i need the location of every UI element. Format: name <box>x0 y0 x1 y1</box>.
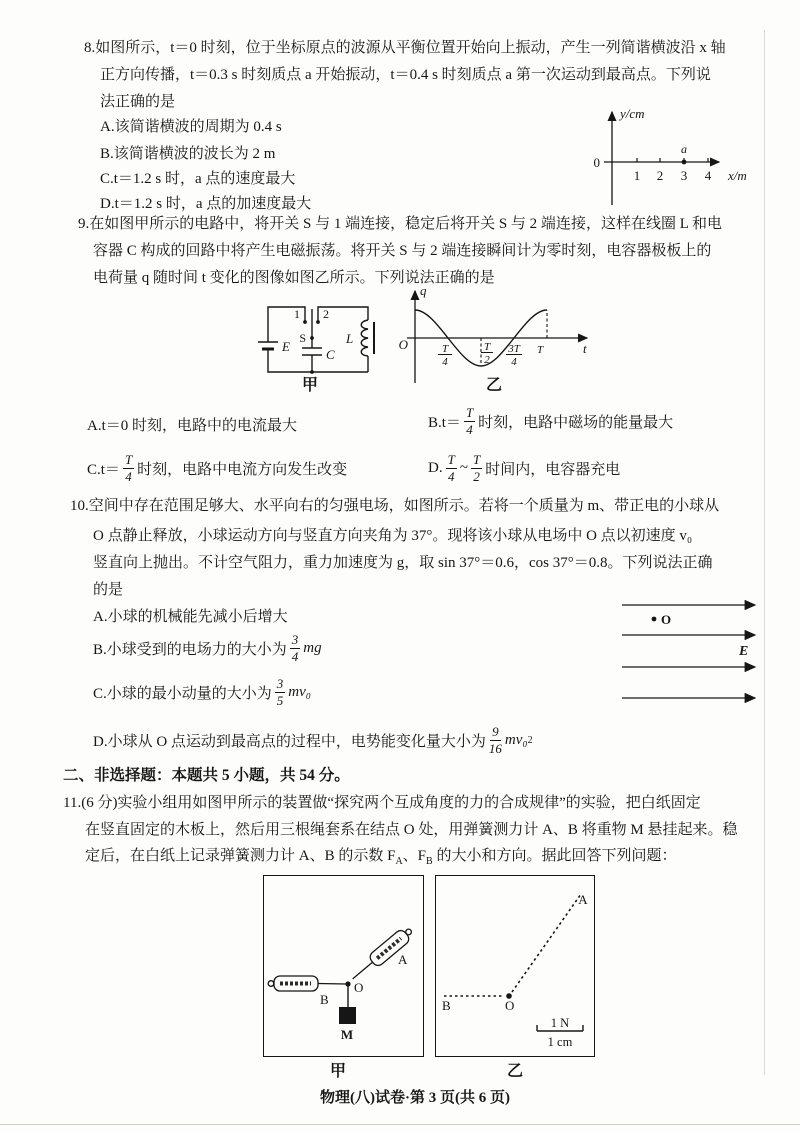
fraction: $\frac{3}{5}$ <box>276 675 284 708</box>
q9-line-2: 容器 C 构成的回路中将产生电磁振荡。将开关 S 与 2 端连接瞬间计为零时刻，电容器极板上的 <box>93 243 712 259</box>
tick-4: 4 <box>704 168 712 183</box>
q9-option-a: A.t＝0 时刻，电路中的电流最大 <box>87 418 298 434</box>
point-o-label: O <box>505 998 515 1013</box>
tick-3: 3 <box>680 168 688 183</box>
field-label: E <box>739 644 749 659</box>
q11-line-3: 定后，在白纸上记录弹簧测力计 A、B 的示数 $F_A$、$F_B$ 的大小和方向。据此回答下列问题： <box>85 848 677 867</box>
tick-T-label: T <box>536 344 544 356</box>
q10-option-b: B.小球受到的电场力的大小为 $\frac{3}{4}$ mg <box>93 631 322 664</box>
electric-field-figure <box>615 595 780 710</box>
dir-b-label: B <box>442 998 451 1013</box>
q9-option-b: B.t＝ $\frac{T}{4}$ 时刻，电路中磁场的能量最大 <box>428 404 674 437</box>
tick-T2-den: 2 <box>484 354 490 366</box>
fraction: $\frac{T}{4}$ <box>447 451 455 484</box>
scale-force-label: 1 N <box>550 1016 570 1030</box>
q9-line-3: 电荷量 q 随时间 t 变化的图像如图乙所示。下列说法正确的是 <box>93 270 495 286</box>
q11-figure-jia-caption: 甲 <box>330 1063 347 1080</box>
q10-line-1: 10.空间中存在范围足够大、水平向右的匀强电场，如图所示。若将一个质量为 m、带正电的小球从 <box>70 498 720 514</box>
q10-line-4: 的是 <box>93 582 124 598</box>
contact-1-label: 1 <box>294 307 300 321</box>
t-axis-label: t <box>583 341 587 356</box>
q10-option-d: D.小球从 O 点运动到最高点的过程中，电势能变化量大小为 $\frac{9}{16}$ mv₀ 2 <box>93 723 533 756</box>
q10-option-c: C.小球的最小动量的大小为 $\frac{3}{5}$ mv₀ <box>93 675 311 708</box>
q9-option-d: D. $\frac{T}{4}$ ~ $\frac{T}{2}$ 时间内，电容器充电 <box>428 451 621 484</box>
fraction: $\frac{T}{4}$ <box>465 404 474 437</box>
point-a-label: a <box>681 142 687 156</box>
tick-T4-den: 4 <box>442 356 448 368</box>
tick-T4-num: T <box>441 343 449 355</box>
apparatus-figure <box>264 876 420 1053</box>
q9-option-c: C.t＝ $\frac{T}{4}$ 时刻，电路中电流方向发生改变 <box>87 451 348 484</box>
q11-line-1: 11.(6 分)实验小组用如图甲所示的装置做“探究两个互成角度的力的合成规律”的实验，把白纸固定 <box>63 795 701 811</box>
contact-2-label: 2 <box>323 307 329 321</box>
page-footer: 物理(八)试卷·第 3 页(共 6 页) <box>320 1090 510 1106</box>
q8-option-d: D.t＝1.2 s 时，a 点的加速度最大 <box>100 196 312 212</box>
q10-line-3: 竖直向上抛出。不计空气阻力，重力加速度为 g，取 sin 37°＝0.6，cos 37°＝0.8。下列说法正确 <box>93 555 713 571</box>
wave-axis-figure <box>588 100 798 210</box>
q10-line-2: O 点静止释放，小球运动方向与竖直方向夹角为 37°。现将该小球从电场中 O 点以初速度 v₀ <box>93 528 693 544</box>
battery-label: E <box>282 339 290 354</box>
fraction: $\frac{T}{4}$ <box>124 451 133 484</box>
scan-edge-line <box>0 1124 800 1125</box>
y-axis-label: y/cm <box>620 106 645 121</box>
q11-line-2: 在竖直固定的木板上，然后用三根绳套系在结点 O 处，用弹簧测力计 A、B 将重物 M 悬挂起来。稳 <box>85 822 738 838</box>
fraction: $\frac{T}{2}$ <box>472 451 481 484</box>
tick-1: 1 <box>633 168 641 183</box>
force-record-figure <box>436 876 591 1053</box>
q-axis-label: q <box>420 283 427 298</box>
graph-origin-label: O <box>398 337 408 352</box>
switch-label: S <box>299 331 306 345</box>
point-a-dot <box>682 160 687 165</box>
section-2-heading: 二、非选择题：本题共 5 小题，共 54 分。 <box>63 767 350 784</box>
q8-option-a: A.该简谐横波的周期为 0.4 s <box>100 119 282 135</box>
q8-line-3: 法正确的是 <box>100 94 176 110</box>
scale-b-label: B <box>320 992 329 1007</box>
q8-line-2: 正方向传播，t＝0.3 s 时刻质点 a 开始振动，t＝0.4 s 时刻质点 a 第一次运动到最高点。下列说 <box>100 67 711 83</box>
q8-option-b: B.该简谐横波的波长为 2 m <box>100 146 276 162</box>
weight-m-label: M <box>340 1027 354 1042</box>
apparatus-figure-box <box>263 875 424 1057</box>
fraction: $\frac{9}{16}$ <box>488 723 502 756</box>
scan-crease-line <box>764 30 765 1075</box>
fraction: $\frac{3}{4}$ <box>291 631 299 664</box>
scale-a-label: A <box>398 952 408 967</box>
force-record-figure-box <box>435 875 595 1057</box>
capacitor-label: C <box>326 347 335 362</box>
q8-line-1: 8.如图所示，t＝0 时刻，位于坐标原点的波源从平衡位置开始向上振动，产生一列简谐横波沿 x 轴 <box>84 40 726 56</box>
q9-line-1: 9.在如图甲所示的电路中，将开关 S 与 1 端连接，稳定后将开关 S 与 2 端连接，这样在线圈 L 和电 <box>78 216 723 232</box>
q10-option-a: A.小球的机械能先减小后增大 <box>93 609 288 625</box>
point-o-dot <box>652 617 657 622</box>
q11-figure-yi-caption: 乙 <box>507 1063 524 1080</box>
point-o-label: O <box>661 612 672 627</box>
origin-label: 0 <box>593 155 600 170</box>
tick-3T4-den: 4 <box>511 356 517 368</box>
figure-jia-caption: 甲 <box>302 377 319 394</box>
tick-T2-num: T <box>483 341 491 353</box>
scale-length-label: 1 cm <box>547 1035 573 1049</box>
knot-o-label: O <box>354 980 364 995</box>
tick-2: 2 <box>656 168 664 183</box>
inductor-label: L <box>346 331 354 346</box>
x-axis-label: x/m <box>728 168 747 183</box>
q8-option-c: C.t＝1.2 s 时，a 点的速度最大 <box>100 171 296 187</box>
dir-a-label: A <box>578 892 588 907</box>
figure-yi-caption: 乙 <box>486 377 503 394</box>
tick-3T4-num: 3T <box>508 343 520 355</box>
